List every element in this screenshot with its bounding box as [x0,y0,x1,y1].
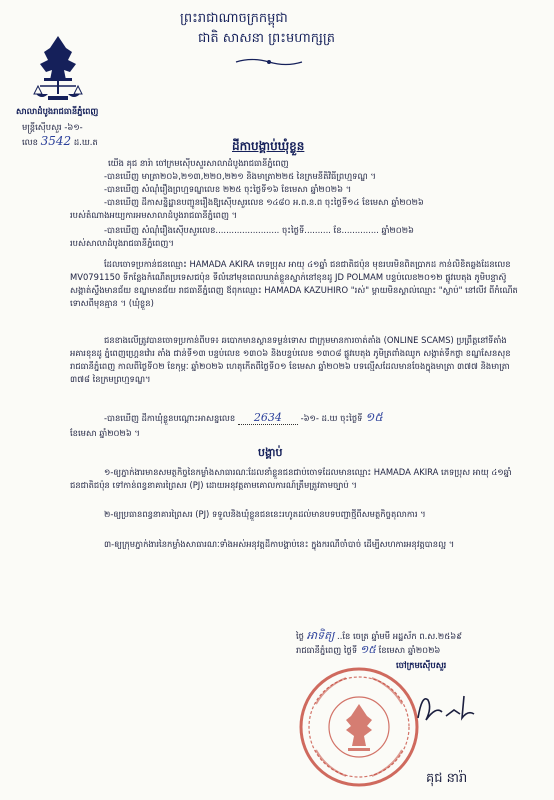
recital-3: -បានឃើញ ដីកាសន្និដ្ឋានបញ្ជូនរឿងឱ្យស៊ើបសួរលេខ ១៤៨០ អ.ព.ន.ព ចុះថ្ងៃទី១៤ ខែមេសា ឆ្នាំ២០២៦ [104,197,424,207]
reg-label: មន្ត្រីស៊ើបសួរ [22,122,62,132]
ornament-icon [234,57,304,67]
signature-icon [412,688,482,728]
official-stamp [296,664,422,790]
court-emblem-icon [30,34,86,102]
lunar-date-line [296,630,462,642]
lunar-day-handwritten: អាទិត្យ [306,629,335,642]
intro-line: យើង គុជ នារ៉ា ចៅក្រមស៊ើបសួរសាលាដំបូងរាជធានីភ្នំពេញ [108,158,289,168]
lunar-prefix: ថ្ងៃ [296,631,304,641]
document-title: ដីកាបង្គាប់ឃុំខ្លួន [232,139,305,153]
detention-day: ១៥ [365,410,383,424]
detention-middle: ដ.ឃ ចុះថ្ងៃទី [321,413,363,423]
order-2: ២-ឲ្យប្រធានពន្ធនាគារព្រៃសរ (PJ) ទទួលនិងឃុំខ្លួនជននេះរហូតដល់មានបទបញ្ជាថ្មីពីសមត្ថកិច្ចតុលាការ ។ [104,509,426,519]
signer-title: ចៅក្រមស៊ើបសួរ [396,660,447,670]
recital-1: -បានឃើញ មាត្រា២០៦,២១៣,២២០,២២១ និងមាត្រា២២៥ នៃក្រមនីតិវិធីព្រហ្មទណ្ឌ ។ [104,171,376,181]
reg-value: -៦១- [64,122,83,132]
number-line [22,136,98,148]
judge-signature [412,688,482,728]
court-name: សាលាដំបូងរាជធានីភ្នំពេញ [16,106,99,116]
motto-heading: ជាតិ សាសនា ព្រះមហាក្សត្រ [198,31,335,46]
orders-heading: បង្គាប់ [258,446,283,459]
order-3: ៣-ឲ្យក្រុមភ្នាក់ងារនៃកម្លាំងសាធារណៈទាំងអស់អនុវត្តដីកាបង្គាប់នេះ ក្នុងករណីចាំបាច់ ដើម្បីសហការអនុវត្តបានល្អ ។ [104,539,455,549]
charge-paragraph: ដែលចោទប្រកាន់ជនឈ្មោះ HAMADA AKIRA ភេទប្រុស អាយុ ៤១ឆ្នាំ ជនជាតិជប៉ុន មុខរបរមិនពិតប្រាកដ កាន់លិខិតឆ្លងដែនលេខ MV0791150 ទីកន្លែងកំណើតប្រទេសជប៉ុន ទីលំនៅមុនពេលឃាត់ខ្លួនស្នាក់នៅខុនដូ JD POLMAM បន្ទប់លេខ២០១២ ផ្លូវបេតុង ភូមិបន្ទាស៊ូ សង្កាត់ស្ទឹងមានជ័យ ខណ្ឌមានជ័យ រាជធានីភ្នំពេញ ឪពុកឈ្មោះ HAMADA KAZUHIRO "រស់" ម្ដាយមិនស្គាល់ឈ្មោះ "ស្លាប់" នៅលីវ ពីកំណើត ទោសពីមុនគ្មាន ។ (ឃុំខ្លួន) [70,259,518,308]
kingdom-heading: ព្រះរាជាណាចក្រកម្ពុជា [180,11,288,26]
lunar-rest: ..ខែ ចេត្រ ឆ្នាំមមី អដ្ឋស័ក ព.ស.២៥៦៩ [337,631,463,641]
recital-4: -បានឃើញ សំណុំរឿងស៊ើបសួរលេខ........................ ចុះថ្ងៃទី.......... ខែ.............. ឆ្នាំ២០២៦ [104,225,414,235]
offense-paragraph: ជនខាងលើត្រូវបានចោទប្រកាន់ពីបទ៖ ឆបោកមានស្ថានទម្ងន់ទោស ជាក្រុមមានការចាត់តាំង (ONLINE SCAMS) ប្រព្រឹត្តនៅទីតាំង អគារខុនដូ ភ្នំពេញហ្គ្រេនវ៉ោរ តាំង ជាន់ទី១៣ បន្ទប់លេខ ១៣០៦ និងបន្ទប់លេខ ១៣០៨ ផ្លូវបេតុង ភូមិត្រពាំងឈូក សង្កាត់ទឹកថ្លា ខណ្ឌសែនសុខ រាជធានីភ្នំពេញ កាលពីថ្ងៃទី០២ ខែកុម្ភៈ ឆ្នាំ២០២៦ ហេតុកើតពីថ្ងៃទី០១ ខែមេសា ឆ្នាំ២០២៦ បទល្មើសដែលមានចែងក្នុងមាត្រា ៣៧៧ និងមាត្រា ៣៧៨ នៃក្រមព្រហ្មទណ្ឌ។ [70,335,511,384]
stamp-icon [296,664,422,790]
solar-rest: ខែមេសា ឆ្នាំ២០២៦ [378,645,441,655]
solar-day: ១៥ [359,643,376,656]
signer-name: គុជ នារ៉ា [426,771,468,786]
motto-ornament [234,52,304,62]
court-emblem [30,34,86,102]
detention-prefix: -បានឃើញ ដីកាឃុំខ្លួនបណ្ដោះអាសន្នលេខ [104,413,236,423]
solar-date-line [296,644,440,656]
recital-3-cont: របស់តំណាងអយ្យការអមសាលាដំបូងរាជធានីភ្នំពេញ ។ [70,210,238,220]
recital-4-cont: របស់សាលាដំបូងរាជធានីភ្នំពេញ។ [70,238,174,248]
recital-2: -បានឃើញ សំណុំរឿងព្រហ្មទណ្ឌលេខ ២២៥ ចុះថ្ងៃទី១៦ ខែមេសា ឆ្នាំ២០២៦ ។ [104,184,352,194]
detention-line [104,412,383,425]
detention-number: 2634 [253,411,282,424]
reg-line [22,122,83,133]
solar-prefix: រាជធានីភ្នំពេញ ថ្ងៃទី [296,645,358,655]
detention-line-2: ខែមេសា ឆ្នាំ២០២៦ ។ [70,428,140,438]
number-suffix: ដ.ឃ.ត [73,137,98,147]
order-1: ១-ឲ្យភ្នាក់ងារមានសមត្ថកិច្ចនៃកម្លាំងសាធារណៈដែលនាំខ្លួនជនជាប់ចោទដែលមានឈ្មោះ HAMADA AKIRA ភេទប្រុស អាយុ ៤១ឆ្នាំ ជនជាតិជប៉ុន ទៅកាន់ពន្ធនាគារព្រៃសរ (PJ) ដោយអនុវត្តតាមគោលការណ៍ត្រឹមត្រូវតាមច្បាប់ ។ [70,467,512,490]
case-number: 3542 [40,134,72,148]
number-label: លេខ [22,137,38,147]
detention-number-suffix: -៦១- [300,413,319,423]
